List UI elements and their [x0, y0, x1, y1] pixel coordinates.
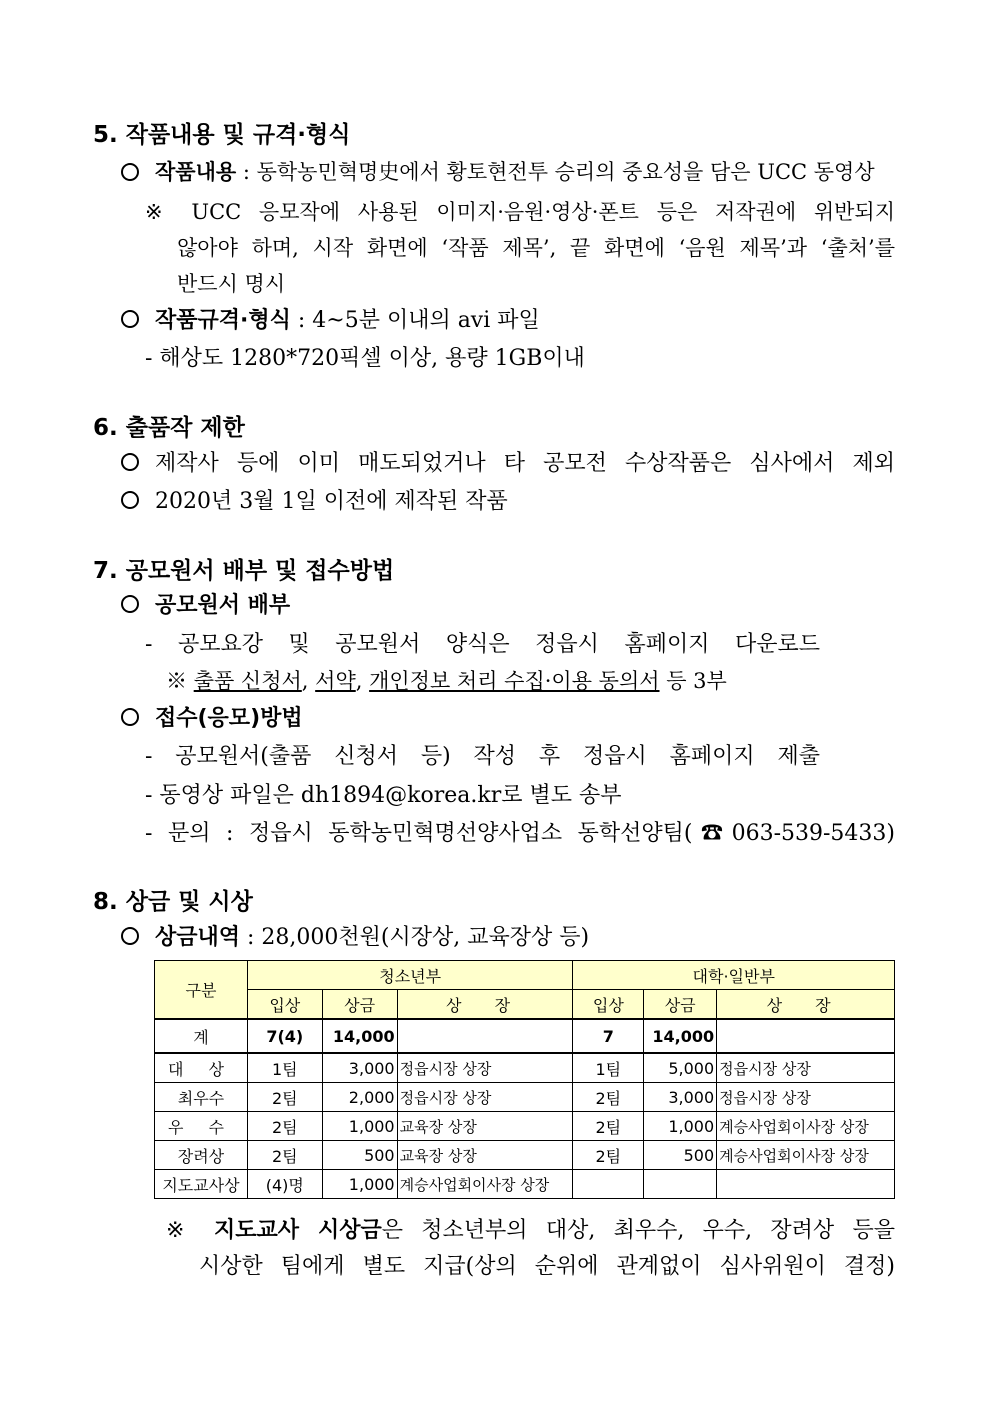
cell-category: 장려상	[155, 1141, 248, 1170]
table-row	[155, 1019, 895, 1053]
cell-adult-prize: 14,000	[644, 1019, 717, 1053]
teacher-prize-label: 지도교사 시상금	[214, 1218, 382, 1243]
table-row	[155, 1083, 895, 1112]
table-subheader-row	[155, 990, 895, 1020]
cell-adult-award	[717, 1019, 895, 1053]
copyright-note-line3: 반드시 명시	[177, 272, 286, 296]
section-5-title: 5. 작품내용 및 규격·형식	[93, 122, 351, 148]
teacher-prize-note-line1	[166, 1213, 895, 1244]
header-youth-winners: 입상	[247, 990, 322, 1020]
cell-youth-prize: 3,000	[322, 1053, 397, 1083]
circle-bullet-icon	[121, 163, 139, 181]
header-youth-group: 청소년부	[247, 961, 573, 990]
cell-youth-winners: 2팀	[247, 1112, 322, 1141]
table-row	[155, 1112, 895, 1141]
header-adult-winners: 입상	[573, 990, 644, 1020]
cell-youth-winners: 1팀	[247, 1053, 322, 1083]
reception-line-1: - 공모원서(출품 신청서 등) 작성 후 정읍시 홈페이지 제출	[145, 744, 820, 769]
circle-bullet-icon	[121, 491, 139, 509]
doc-pledge: 서약	[315, 669, 356, 693]
header-adult-award: 상 장	[717, 990, 895, 1020]
distribution-label: 공모원서 배부	[155, 593, 291, 618]
note-prefix: ※	[166, 669, 194, 693]
cell-youth-award: 정읍시장 상장	[397, 1083, 573, 1112]
cell-adult-award: 계승사업회이사장 상장	[717, 1112, 895, 1141]
cell-adult-prize: 500	[644, 1141, 717, 1170]
cell-adult-prize: 5,000	[644, 1053, 717, 1083]
cell-youth-award	[397, 1019, 573, 1053]
cell-adult-award: 정읍시장 상장	[717, 1053, 895, 1083]
prize-item	[121, 920, 589, 951]
cell-youth-prize: 14,000	[322, 1019, 397, 1053]
cell-category: 최우수	[155, 1083, 248, 1112]
cell-category: 대 상	[155, 1053, 248, 1083]
doc-separator: ,	[301, 669, 316, 693]
circle-bullet-icon	[121, 310, 139, 328]
reception-label: 접수(응모)방법	[155, 706, 303, 731]
section-7-title: 7. 공모원서 배부 및 접수방법	[93, 558, 395, 584]
doc-application: 출품 신청서	[193, 669, 302, 693]
distribution-item	[121, 588, 290, 619]
cell-adult-prize	[644, 1170, 717, 1199]
cell-youth-prize: 2,000	[322, 1083, 397, 1112]
distribution-line: - 공모요강 및 공모원서 양식은 정읍시 홈페이지 다운로드	[145, 632, 820, 657]
doc-privacy-consent: 개인정보 처리 수집·이용 동의서	[369, 669, 660, 693]
spec-label: 작품규격·형식	[155, 308, 291, 333]
cell-adult-winners: 2팀	[573, 1112, 644, 1141]
cell-youth-prize: 1,000	[322, 1112, 397, 1141]
note-suffix: 등 3부	[659, 669, 727, 693]
cell-adult-award: 계승사업회이사장 상장	[717, 1141, 895, 1170]
cell-youth-winners: (4)명	[247, 1170, 322, 1199]
circle-bullet-icon	[121, 927, 139, 945]
restriction-item-1	[121, 446, 895, 477]
note-prefix: ※	[166, 1218, 215, 1243]
cell-adult-award	[717, 1170, 895, 1199]
cell-youth-award: 정읍시장 상장	[397, 1053, 573, 1083]
table-row	[155, 1053, 895, 1083]
resolution-line: - 해상도 1280*720픽셀 이상, 용량 1GB이내	[145, 346, 585, 371]
header-adult-group: 대학·일반부	[573, 961, 895, 990]
table-row	[155, 1141, 895, 1170]
header-adult-prize: 상금	[644, 990, 717, 1020]
copyright-note-line1: ※ UCC 응모작에 사용된 이미지·음원·영상·폰트 등은 저작권에 위반되지	[145, 200, 895, 224]
cell-youth-award: 계승사업회이사장 상장	[397, 1170, 573, 1199]
cell-youth-winners: 7(4)	[247, 1019, 322, 1053]
section-8-title: 8. 상금 및 시상	[93, 889, 253, 915]
cell-adult-prize: 3,000	[644, 1083, 717, 1112]
circle-bullet-icon	[121, 708, 139, 726]
cell-category: 우 수	[155, 1112, 248, 1141]
header-category: 구분	[155, 961, 248, 1020]
restriction-text-1: 제작사 등에 이미 매도되었거나 타 공모전 수상작품은 심사에서 제외	[155, 451, 895, 476]
circle-bullet-icon	[121, 453, 139, 471]
header-youth-prize: 상금	[322, 990, 397, 1020]
cell-adult-winners: 7	[573, 1019, 644, 1053]
cell-youth-award: 교육장 상장	[397, 1112, 573, 1141]
prize-label: 상금내역	[155, 925, 241, 950]
spec-text: : 4~5분 이내의 avi 파일	[290, 308, 540, 333]
doc-separator: ,	[355, 669, 370, 693]
cell-youth-winners: 2팀	[247, 1141, 322, 1170]
table-header-row	[155, 961, 895, 990]
cell-adult-award: 정읍시장 상장	[717, 1083, 895, 1112]
required-docs-note	[166, 665, 727, 695]
prize-table	[154, 960, 895, 1199]
cell-adult-winners	[573, 1170, 644, 1199]
teacher-prize-text: 은 청소년부의 대상, 최우수, 우수, 장려상 등을	[381, 1218, 895, 1243]
cell-youth-prize: 500	[322, 1141, 397, 1170]
teacher-prize-note-line2: 시상한 팀에게 별도 지급(상의 순위에 관계없이 심사위원이 결정)	[199, 1254, 895, 1279]
header-youth-award: 상 장	[397, 990, 573, 1020]
reception-item	[121, 701, 303, 732]
copyright-note-line2: 않아야 하며, 시작 화면에 ‘작품 제목’, 끝 화면에 ‘음원 제목’과 ‘출처’를	[177, 236, 895, 260]
cell-adult-prize: 1,000	[644, 1112, 717, 1141]
cell-adult-winners: 2팀	[573, 1141, 644, 1170]
restriction-item-2	[121, 484, 508, 515]
reception-line-2: - 동영상 파일은 dh1894@korea.kr로 별도 송부	[145, 783, 622, 808]
content-text: : 동학농민혁명史에서 황토현전투 승리의 중요성을 담은 UCC 동영상	[236, 160, 875, 184]
spec-item	[121, 303, 540, 334]
circle-bullet-icon	[121, 595, 139, 613]
cell-youth-prize: 1,000	[322, 1170, 397, 1199]
contact-line: - 문의 : 정읍시 동학농민혁명선양사업소 동학선양팀(☎063-539-5433)	[145, 821, 895, 846]
cell-adult-winners: 2팀	[573, 1083, 644, 1112]
content-label: 작품내용	[155, 160, 237, 184]
cell-category: 지도교사상	[155, 1170, 248, 1199]
prize-text: : 28,000천원(시장상, 교육장상 등)	[240, 925, 590, 950]
section-6-title: 6. 출품작 제한	[93, 415, 245, 441]
cell-adult-winners: 1팀	[573, 1053, 644, 1083]
restriction-text-2: 2020년 3월 1일 이전에 제작된 작품	[155, 489, 508, 514]
cell-category: 계	[155, 1019, 248, 1053]
table-row	[155, 1170, 895, 1199]
content-item	[121, 156, 875, 186]
cell-youth-award: 교육장 상장	[397, 1141, 573, 1170]
cell-youth-winners: 2팀	[247, 1083, 322, 1112]
